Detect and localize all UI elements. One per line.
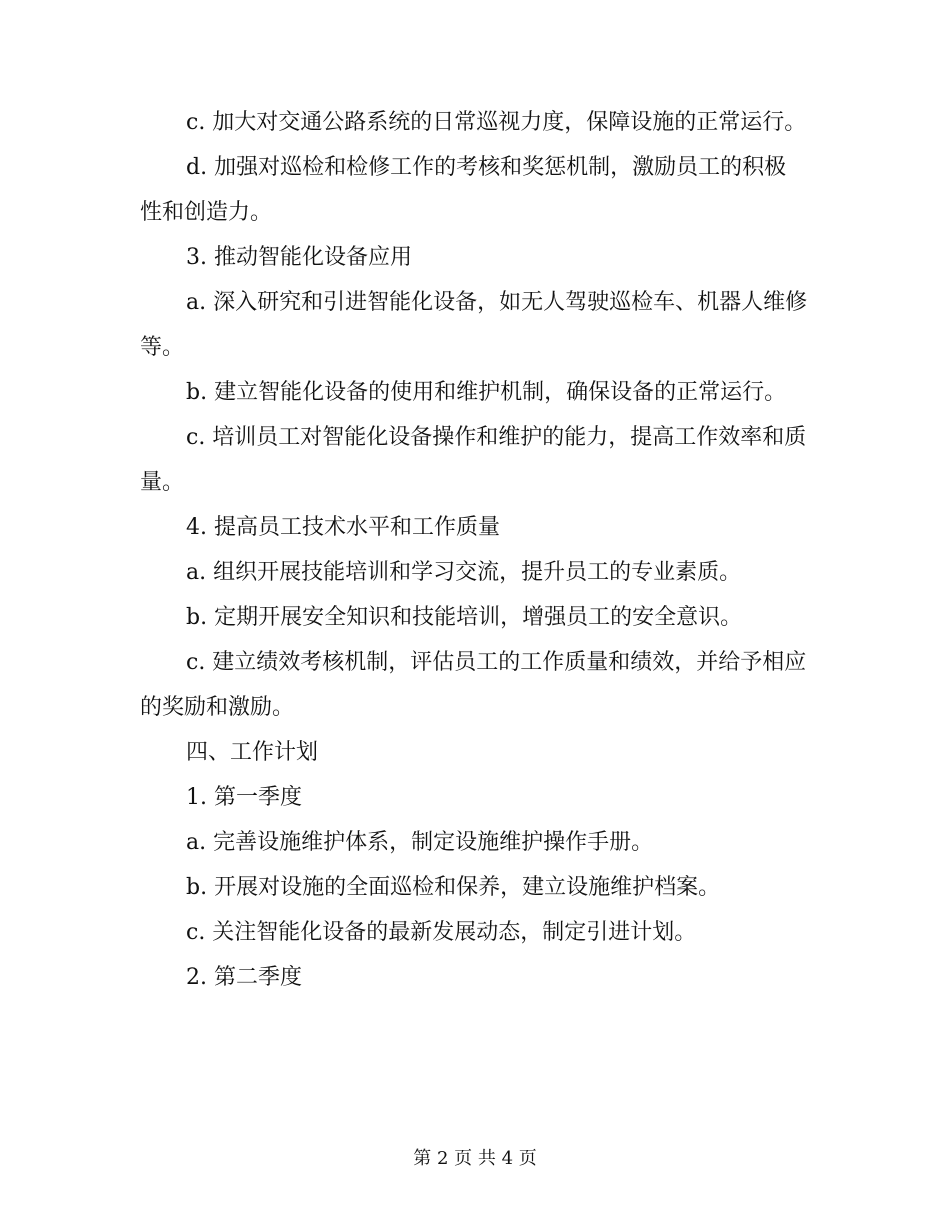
document-body [140,100,808,1000]
paragraph: a. 深入研究和引进智能化设备，如无人驾驶巡检车、机器人维修等。 [140,290,808,360]
paragraph: b. 定期开展安全知识和技能培训，增强员工的安全意识。 [186,605,743,630]
section-heading: 4. 提高员工技术水平和工作质量 [186,515,500,540]
paragraph: c. 建立绩效考核机制，评估员工的工作质量和绩效，并给予相应的奖励和激励。 [140,650,807,720]
paragraph: b. 建立智能化设备的使用和维护机制，确保设备的正常运行。 [186,380,787,405]
paragraph: a. 组织开展技能培训和学习交流，提升员工的专业素质。 [186,560,742,585]
paragraph: c. 培训员工对智能化设备操作和维护的能力，提高工作效率和质量。 [140,425,807,495]
paragraph: b. 开展对设施的全面巡检和保养，建立设施维护档案。 [186,875,721,900]
chapter-heading: 四、工作计划 [186,740,319,765]
page-number-footer: 第 2 页 共 4 页 [413,1148,537,1169]
paragraph: d. 加强对巡检和检修工作的考核和奖惩机制，激励员工的积极性和创造力。 [140,155,787,225]
paragraph: c. 加大对交通公路系统的日常巡视力度，保障设施的正常运行。 [186,110,807,135]
paragraph: a. 完善设施维护体系，制定设施维护操作手册。 [186,830,654,855]
section-heading: 2. 第二季度 [186,965,302,990]
section-heading: 3. 推动智能化设备应用 [186,245,412,270]
section-heading: 1. 第一季度 [186,785,302,810]
paragraph: c. 关注智能化设备的最新发展动态，制定引进计划。 [186,920,697,945]
